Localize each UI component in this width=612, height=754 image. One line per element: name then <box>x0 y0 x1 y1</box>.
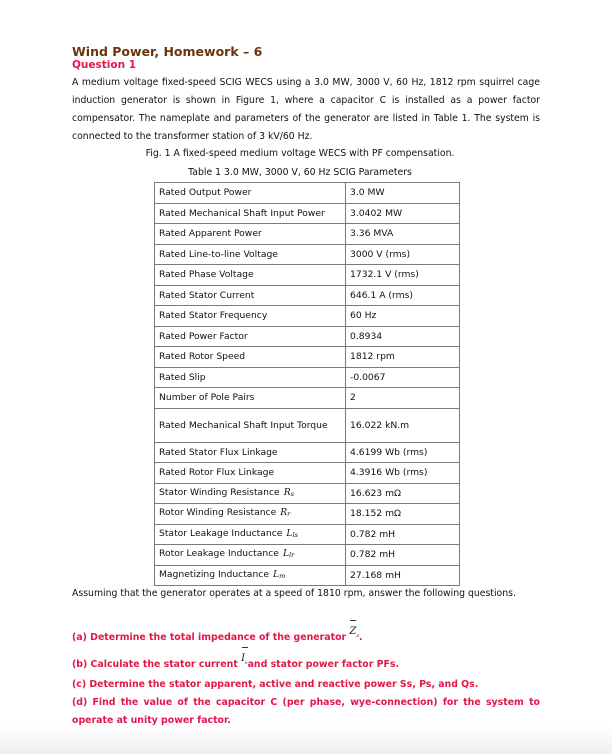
parameter-value: 3000 V (rms) <box>346 244 460 265</box>
parameter-symbol: $L_{lr}$ <box>282 548 295 560</box>
parameter-name: Rated Slip <box>155 367 346 388</box>
table-row <box>155 224 460 245</box>
parameter-value: 3.0402 MW <box>346 203 460 224</box>
question-a: (a) Determine the total impedance of the generator $Z_s$. <box>72 629 363 651</box>
assumption-paragraph: Assuming that the generator operates at a speed of 1810 rpm, answer the following questions. <box>72 588 516 599</box>
figure-caption: Fig. 1 A fixed-speed medium voltage WECS with PF compensation. <box>145 148 455 159</box>
table-row <box>155 545 460 566</box>
parameter-symbol: $L_m$ <box>272 568 286 580</box>
question-b-tail: and stator power factor PFs. <box>247 659 400 670</box>
parameter-value: 16.022 kN.m <box>346 408 460 442</box>
table-row <box>155 504 460 525</box>
table-row <box>155 285 460 306</box>
parameter-name: Stator Leakage Inductance $L_{ls}$ <box>155 524 346 545</box>
parameter-name: Rated Mechanical Shaft Input Torque <box>155 408 346 442</box>
question-c: (c) Determine the stator apparent, active and reactive power Ss, Ps, and Qs. <box>72 679 479 690</box>
parameter-value: 27.168 mH <box>346 565 460 586</box>
table-row <box>155 565 460 586</box>
parameter-name: Rated Power Factor <box>155 326 346 347</box>
parameter-value: 0.782 mH <box>346 524 460 545</box>
table-row <box>155 408 460 442</box>
parameter-name: Rated Mechanical Shaft Input Power <box>155 203 346 224</box>
parameter-symbol: $R_s$ <box>283 486 294 498</box>
parameter-value: 18.152 mΩ <box>346 504 460 525</box>
table-row <box>155 244 460 265</box>
intro-paragraph: A medium voltage fixed-speed SCIG WECS using a 3.0 MW, 3000 V, 60 Hz, 1812 rpm squirrel cage induction generator is shown in Figure 1, where a capacitor C is installed as a power factor compensator. The nameplate and parameters of the generator are listed in Table 1. The system is connected to the transformer station of 3 kV/60 Hz. <box>72 77 540 142</box>
table-row <box>155 463 460 484</box>
question-d: (d) Find the value of the capacitor C (per phase, wye-connection) for the system to operate at unity power factor. <box>72 697 540 726</box>
current-symbol: $I_s$ <box>241 650 248 672</box>
parameter-name: Rated Rotor Speed <box>155 347 346 368</box>
parameter-name: Rated Stator Current <box>155 285 346 306</box>
parameter-value: 1732.1 V (rms) <box>346 265 460 286</box>
parameter-name: Stator Winding Resistance $R_s$ <box>155 483 346 504</box>
parameter-value: 646.1 A (rms) <box>346 285 460 306</box>
table-row <box>155 203 460 224</box>
table-row <box>155 483 460 504</box>
parameter-value: 16.623 mΩ <box>346 483 460 504</box>
table-row <box>155 388 460 409</box>
parameter-name: Rotor Leakage Inductance $L_{lr}$ <box>155 545 346 566</box>
table-row <box>155 442 460 463</box>
parameter-value: 3.0 MW <box>346 183 460 204</box>
parameter-value: 4.3916 Wb (rms) <box>346 463 460 484</box>
parameter-name: Rated Stator Flux Linkage <box>155 442 346 463</box>
question-heading: Question 1 <box>72 59 137 71</box>
question-a-text: (a) Determine the total impedance of the generator <box>72 632 347 643</box>
table-row <box>155 347 460 368</box>
parameter-value: 2 <box>346 388 460 409</box>
parameters-table <box>154 182 460 586</box>
parameter-name: Rated Apparent Power <box>155 224 346 245</box>
parameter-value: 0.8934 <box>346 326 460 347</box>
parameter-symbol: $L_{ls}$ <box>286 527 298 539</box>
parameter-value: -0.0067 <box>346 367 460 388</box>
table-row <box>155 265 460 286</box>
parameter-name: Rated Stator Frequency <box>155 306 346 327</box>
table-row <box>155 306 460 327</box>
parameter-name: Rated Line-to-line Voltage <box>155 244 346 265</box>
parameter-value: 4.6199 Wb (rms) <box>346 442 460 463</box>
parameter-value: 1812 rpm <box>346 347 460 368</box>
question-b-text: (b) Calculate the stator current <box>72 659 238 670</box>
parameter-name: Rated Rotor Flux Linkage <box>155 463 346 484</box>
parameter-value: 0.782 mH <box>346 545 460 566</box>
table-row <box>155 326 460 347</box>
table-row <box>155 367 460 388</box>
parameter-symbol: $R_r$ <box>280 507 291 519</box>
document-title: Wind Power, Homework – 6 <box>72 44 263 59</box>
parameter-name: Rated Phase Voltage <box>155 265 346 286</box>
table-row <box>155 524 460 545</box>
parameter-name: Number of Pole Pairs <box>155 388 346 409</box>
impedance-symbol: $Z_s$ <box>349 623 359 645</box>
question-b <box>72 653 400 678</box>
table-row <box>155 183 460 204</box>
parameter-name: Magnetizing Inductance $L_m$ <box>155 565 346 586</box>
parameter-name: Rotor Winding Resistance $R_r$ <box>155 504 346 525</box>
parameter-value: 60 Hz <box>346 306 460 327</box>
table-caption: Table 1 3.0 MW, 3000 V, 60 Hz SCIG Parameters <box>188 167 412 178</box>
parameter-name: Rated Output Power <box>155 183 346 204</box>
parameter-value: 3.36 MVA <box>346 224 460 245</box>
